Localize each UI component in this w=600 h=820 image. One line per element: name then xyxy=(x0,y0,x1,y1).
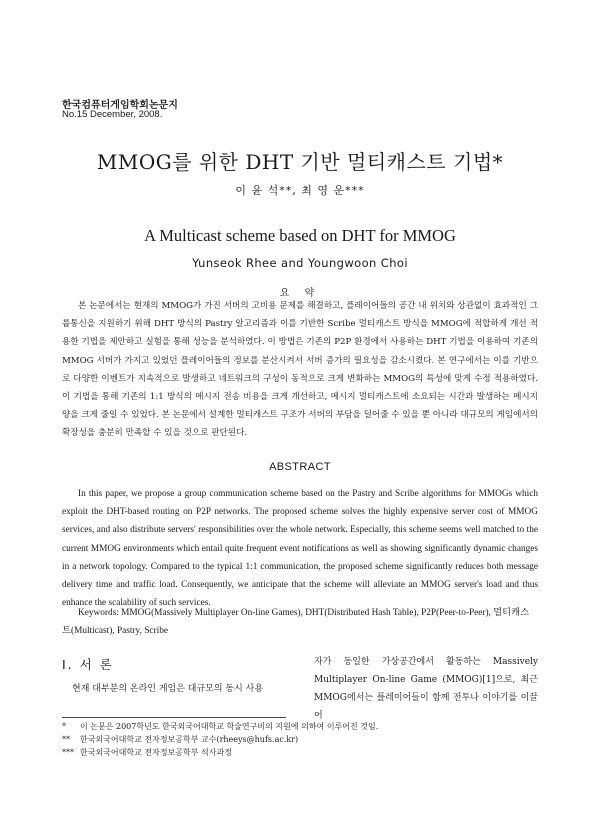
english-abstract-body: In this paper, we propose a group communication scheme based on the Pastry and Scribe algorithms for MMOGs which exploit the DHT-based routing on P2P networks. The proposed scheme solves the highly expensive server cost of MMOG services, and also distribute servers' responsibilities over the whole network. Especially, this scheme seems well matched to the current MMOG environments which entail quite frequent event notifications as well as showing significantly dynamic changes in a network topology. Compared to the typical 1:1 communication, the proposed scheme significantly reduces both message delivery time and traffic load. Consequently, we anticipate that the scheme will alleviate an MMOG server's load and thus enhance the scalability of such services. xyxy=(62,489,538,609)
section-title-introduction: Ⅰ. 서 론 xyxy=(62,657,114,672)
authors-english: Yunseok Rhee and Youngwoon Choi xyxy=(192,256,408,270)
footnote-mark: *** xyxy=(62,748,74,757)
english-abstract-heading: ABSTRACT xyxy=(269,461,331,473)
footnote-mark: ** xyxy=(62,735,70,744)
journal-issue: No.15 December, 2008. xyxy=(62,109,163,120)
paper-title-english: A Multicast scheme based on DHT for MMOG xyxy=(144,226,456,245)
paper-title-korean: MMOG를 위한 DHT 기반 멀티캐스트 기법* xyxy=(96,150,504,174)
footnote-text: 한국외국어대학교 전자정보공학부 교수(rheeys@hufs.ac.kr) xyxy=(80,735,299,744)
introduction-left-column: 현재 대부분의 온라인 게임은 대규모의 동시 사용 xyxy=(72,684,264,694)
footnote-mark: * xyxy=(62,722,66,731)
korean-abstract-heading: 요 약 xyxy=(279,288,321,299)
footnote xyxy=(62,733,538,746)
korean-abstract-body: 본 논문에서는 현재의 MMOG가 가진 서버의 고비용 문제를 해결하고, 플레이어들의 공간 내 위치와 상관없이 효과적인 그룹통신을 지원하기 위해 DHT 방식의 Pastry 알고리즘과 이를 기반한 Scribe 멀티캐스트 방식을 MMOG에 적합하게 개선 적용한 기법을 제안하고 실험을 통해 성능을 분석하였다. 이 방법은 기존의 P2P 환경에서 사용하는 DHT 기법을 이용하여 기존의 MMOG 서버가 가지고 있었던 플레이어들의 정보를 분산시켜서 서버 증가의 필요성을 감소시켰다. 본 연구에서는 이를 기반으로 다양한 이벤트가 지속적으로 발생하고 네트워크의 구성이 동적으로 크게 변화하는 MMOG의 특성에 맞게 수정 적용하였다. 이 기법을 통해 기존의 1:1 방식의 메시지 전송 비용을 크게 개선하고, 메시지 멀티캐스트에 소요되는 시간과 발생하는 메시지 양을 크게 줄일 수 있었다. 본 논문에서 설계한 멀티캐스트 구조가 서버의 부담을 덜어줄 수 있을 뿐 아니라 대규모의 게임에서의 확장성을 충분히 만족할 수 있을 것으로 판단된다. xyxy=(62,301,538,439)
introduction-right-column: 자가 동일한 가상공간에서 활동하는 Massively Multiplayer On-line Game (MMOG)[1]으로, 최근 MMOG에서는 플레이어들이 함께 전투나 이야기를 이끌어 xyxy=(314,657,538,721)
footnote xyxy=(62,720,538,733)
footnote-divider xyxy=(62,717,286,718)
authors-korean: 이 윤 석**, 최 영 운*** xyxy=(235,184,365,197)
footnote xyxy=(62,746,538,759)
journal-name: 한국컴퓨터게임학회논문지 xyxy=(62,100,178,111)
footnote-text: 한국외국어대학교 전자정보공학부 석사과정 xyxy=(80,748,232,757)
footnote-text: 이 논문은 2007학년도 한국외국어대학교 학술연구비의 지원에 의하여 이루어진 것임. xyxy=(80,722,379,731)
footnotes xyxy=(62,720,538,759)
keywords: Keywords: MMOG(Massively Multiplayer On-line Games), DHT(Distributed Hash Table), P2P(Peer-to-Peer), 멀티캐스트(Multicast), Pastry, Scribe xyxy=(62,608,530,637)
